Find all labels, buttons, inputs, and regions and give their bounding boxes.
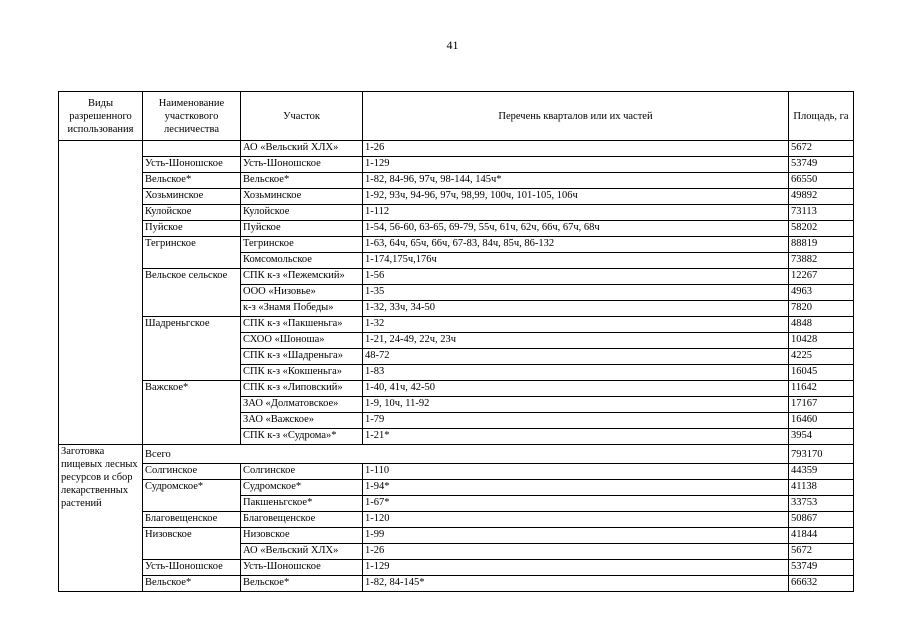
quarters-cell: 1-82, 84-145* [363,576,789,592]
plot-cell: СХОО «Шоноша» [241,333,363,349]
plot-cell: Низовское [241,528,363,544]
header-use-type: Виды разрешенного использования [59,92,143,141]
area-cell: 66550 [789,173,854,189]
table-row [59,381,854,397]
quarters-cell: 1-129 [363,560,789,576]
plot-cell: Комсомольское [241,253,363,269]
forestry-cell [143,141,241,157]
table-row [59,173,854,189]
table-row [59,205,854,221]
forestry-cell: Усть-Шоношское [143,560,241,576]
table-row [59,512,854,528]
header-quarters: Перечень кварталов или их частей [363,92,789,141]
header-plot: Участок [241,92,363,141]
area-cell: 49892 [789,189,854,205]
plot-cell: СПК к-з «Пежемский» [241,269,363,285]
quarters-cell: 1-112 [363,205,789,221]
area-cell: 41844 [789,528,854,544]
area-cell: 53749 [789,560,854,576]
plot-cell: Тегринское [241,237,363,253]
area-cell: 73113 [789,205,854,221]
table-row [59,480,854,496]
quarters-cell: 1-120 [363,512,789,528]
area-cell: 50867 [789,512,854,528]
area-cell: 4848 [789,317,854,333]
area-cell: 7820 [789,301,854,317]
area-cell: 12267 [789,269,854,285]
forestry-cell: Хозьминское [143,189,241,205]
forestry-cell: Усть-Шоношское [143,157,241,173]
plot-cell: Усть-Шоношское [241,157,363,173]
table-row [59,189,854,205]
area-cell: 66632 [789,576,854,592]
quarters-cell: 1-129 [363,157,789,173]
header-area: Площадь, га [789,92,854,141]
quarters-cell: 1-26 [363,141,789,157]
use-type-cell [59,141,143,445]
quarters-cell: 1-56 [363,269,789,285]
area-cell: 3954 [789,429,854,445]
quarters-cell: 1-21* [363,429,789,445]
table-row [59,560,854,576]
use-type-cell: Заготовка пищевых лесных ресурсов и сбор лекарственных растений [59,445,143,592]
plot-cell: ЗАО «Важское» [241,413,363,429]
quarters-cell: 1-82, 84-96, 97ч, 98-144, 145ч* [363,173,789,189]
quarters-cell: 1-54, 56-60, 63-65, 69-79, 55ч, 61ч, 62ч, 66ч, 67ч, 68ч [363,221,789,237]
forestry-cell: Вельское* [143,173,241,189]
quarters-cell: 1-21, 24-49, 22ч, 23ч [363,333,789,349]
quarters-cell: 1-32 [363,317,789,333]
quarters-cell: 1-99 [363,528,789,544]
area-cell: 4225 [789,349,854,365]
table-row [59,576,854,592]
area-cell: 793170 [789,445,854,464]
quarters-cell: 1-79 [363,413,789,429]
table-row [59,528,854,544]
plot-cell: Пуйское [241,221,363,237]
area-cell: 17167 [789,397,854,413]
area-cell: 73882 [789,253,854,269]
plot-cell: СПК к-з «Кокшеньга» [241,365,363,381]
area-cell: 5672 [789,141,854,157]
forest-use-table [58,91,854,592]
plot-cell: Вельское* [241,173,363,189]
area-cell: 16045 [789,365,854,381]
area-cell: 5672 [789,544,854,560]
plot-cell: ООО «Низовье» [241,285,363,301]
plot-cell: АО «Вельский ХЛХ» [241,544,363,560]
quarters-cell: 1-67* [363,496,789,512]
plot-cell: АО «Вельский ХЛХ» [241,141,363,157]
forestry-cell: Кулойское [143,205,241,221]
area-cell: 4963 [789,285,854,301]
plot-cell: СПК к-з «Пакшеньга» [241,317,363,333]
forestry-cell: Низовское [143,528,241,560]
plot-cell: ЗАО «Долматовское» [241,397,363,413]
table-row [59,237,854,253]
plot-cell: Пакшеньгское* [241,496,363,512]
plot-cell: Судромское* [241,480,363,496]
forestry-cell: Солгинское [143,464,241,480]
area-cell: 10428 [789,333,854,349]
area-cell: 44359 [789,464,854,480]
quarters-cell: 1-110 [363,464,789,480]
table-row [59,157,854,173]
plot-cell: Кулойское [241,205,363,221]
table-row [59,141,854,157]
quarters-cell: 1-9, 10ч, 11-92 [363,397,789,413]
area-cell: 58202 [789,221,854,237]
quarters-cell: 1-32, 33ч, 34-50 [363,301,789,317]
header-forestry: Наименование участкового лесничества [143,92,241,141]
table-row [59,464,854,480]
plot-cell: Вельское* [241,576,363,592]
forestry-cell: Вельское сельское [143,269,241,317]
table-header-row [59,92,854,141]
quarters-cell: 1-83 [363,365,789,381]
area-cell: 33753 [789,496,854,512]
area-cell: 11642 [789,381,854,397]
quarters-cell: 1-35 [363,285,789,301]
total-row [59,445,854,464]
total-label: Всего [143,445,789,464]
quarters-cell: 1-94* [363,480,789,496]
area-cell: 16460 [789,413,854,429]
forestry-cell: Вельское* [143,576,241,592]
area-cell: 41138 [789,480,854,496]
plot-cell: Солгинское [241,464,363,480]
plot-cell: СПК к-з «Судрома»* [241,429,363,445]
area-cell: 53749 [789,157,854,173]
quarters-cell: 1-92, 93ч, 94-96, 97ч, 98,99, 100ч, 101-105, 106ч [363,189,789,205]
forestry-cell: Пуйское [143,221,241,237]
quarters-cell: 1-40, 41ч, 42-50 [363,381,789,397]
table-row [59,269,854,285]
forestry-cell: Шадреньгское [143,317,241,381]
plot-cell: Усть-Шоношское [241,560,363,576]
plot-cell: СПК к-з «Шадреньга» [241,349,363,365]
forestry-cell: Судромское* [143,480,241,512]
forestry-cell: Благовещенское [143,512,241,528]
table-row [59,221,854,237]
forestry-cell: Тегринское [143,237,241,269]
plot-cell: к-з «Знамя Победы» [241,301,363,317]
forestry-cell: Важское* [143,381,241,445]
table-row [59,317,854,333]
quarters-cell: 1-63, 64ч, 65ч, 66ч, 67-83, 84ч, 85ч, 86-132 [363,237,789,253]
quarters-cell: 48-72 [363,349,789,365]
plot-cell: СПК к-з «Липовский» [241,381,363,397]
plot-cell: Хозьминское [241,189,363,205]
area-cell: 88819 [789,237,854,253]
page-number: 41 [446,38,459,52]
quarters-cell: 1-174,175ч,176ч [363,253,789,269]
plot-cell: Благовещенское [241,512,363,528]
quarters-cell: 1-26 [363,544,789,560]
